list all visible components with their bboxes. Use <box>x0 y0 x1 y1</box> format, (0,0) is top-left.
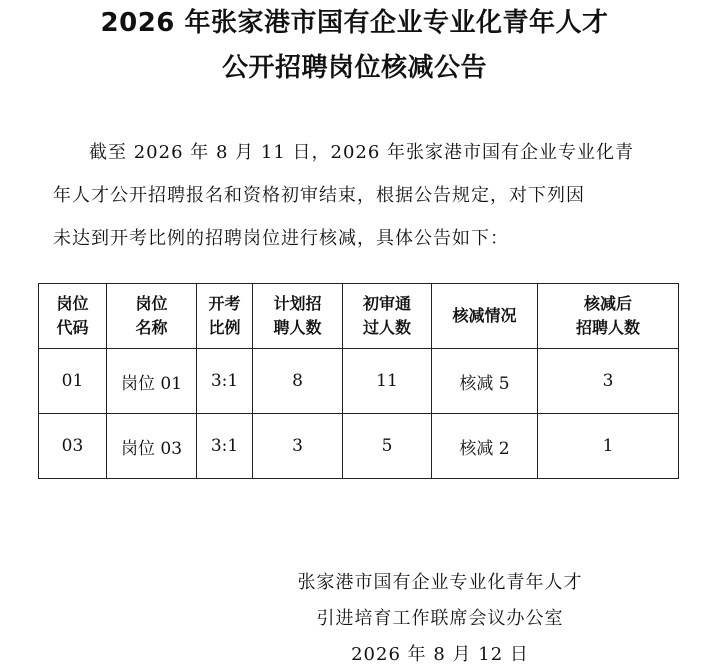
body-paragraph <box>53 131 677 260</box>
cell-exam-ratio: 3:1 <box>197 414 253 479</box>
cell-passed-review: 5 <box>343 414 432 479</box>
header-post-code: 岗位 代码 <box>39 284 107 349</box>
header-planned-hires: 计划招 聘人数 <box>253 284 343 349</box>
table-row <box>39 414 679 479</box>
header-reduction-status: 核减情况 <box>432 284 538 349</box>
post-reduction-table <box>38 283 679 479</box>
cell-hires-after-reduction: 1 <box>538 414 679 479</box>
cell-post-name: 岗位 03 <box>107 414 197 479</box>
header-post-name: 岗位 名称 <box>107 284 197 349</box>
table-header-row <box>39 284 679 349</box>
body-line-2: 年人才公开招聘报名和资格初审结束，根据公告规定，对下列因 <box>53 185 585 206</box>
cell-post-code: 01 <box>39 349 107 414</box>
cell-hires-after-reduction: 3 <box>538 349 679 414</box>
signature-date: 2026 年 8 月 12 日 <box>351 644 529 665</box>
cell-exam-ratio: 3:1 <box>197 349 253 414</box>
header-hires-after-reduction: 核减后 招聘人数 <box>538 284 679 349</box>
cell-planned-hires: 3 <box>253 414 343 479</box>
cell-planned-hires: 8 <box>253 349 343 414</box>
body-line-1: 截至 2026 年 8 月 11 日，2026 年张家港市国有企业专业化青 <box>89 142 635 163</box>
document-title-line2: 公开招聘岗位核减公告 <box>221 53 487 83</box>
body-line-3: 未达到开考比例的招聘岗位进行核减，具体公告如下： <box>53 228 509 249</box>
cell-passed-review: 11 <box>343 349 432 414</box>
signature-org-line1: 张家港市国有企业专业化青年人才 <box>297 572 583 593</box>
header-exam-ratio: 开考 比例 <box>197 284 253 349</box>
header-passed-review: 初审通 过人数 <box>343 284 432 349</box>
document-title-line1: 2026 年张家港市国有企业专业化青年人才 <box>100 8 609 38</box>
cell-post-name: 岗位 01 <box>107 349 197 414</box>
signature-org-line2: 引进培育工作联席会议办公室 <box>316 608 564 629</box>
table-row <box>39 349 679 414</box>
cell-reduction-status: 核减 2 <box>432 414 538 479</box>
cell-post-code: 03 <box>39 414 107 479</box>
cell-reduction-status: 核减 5 <box>432 349 538 414</box>
